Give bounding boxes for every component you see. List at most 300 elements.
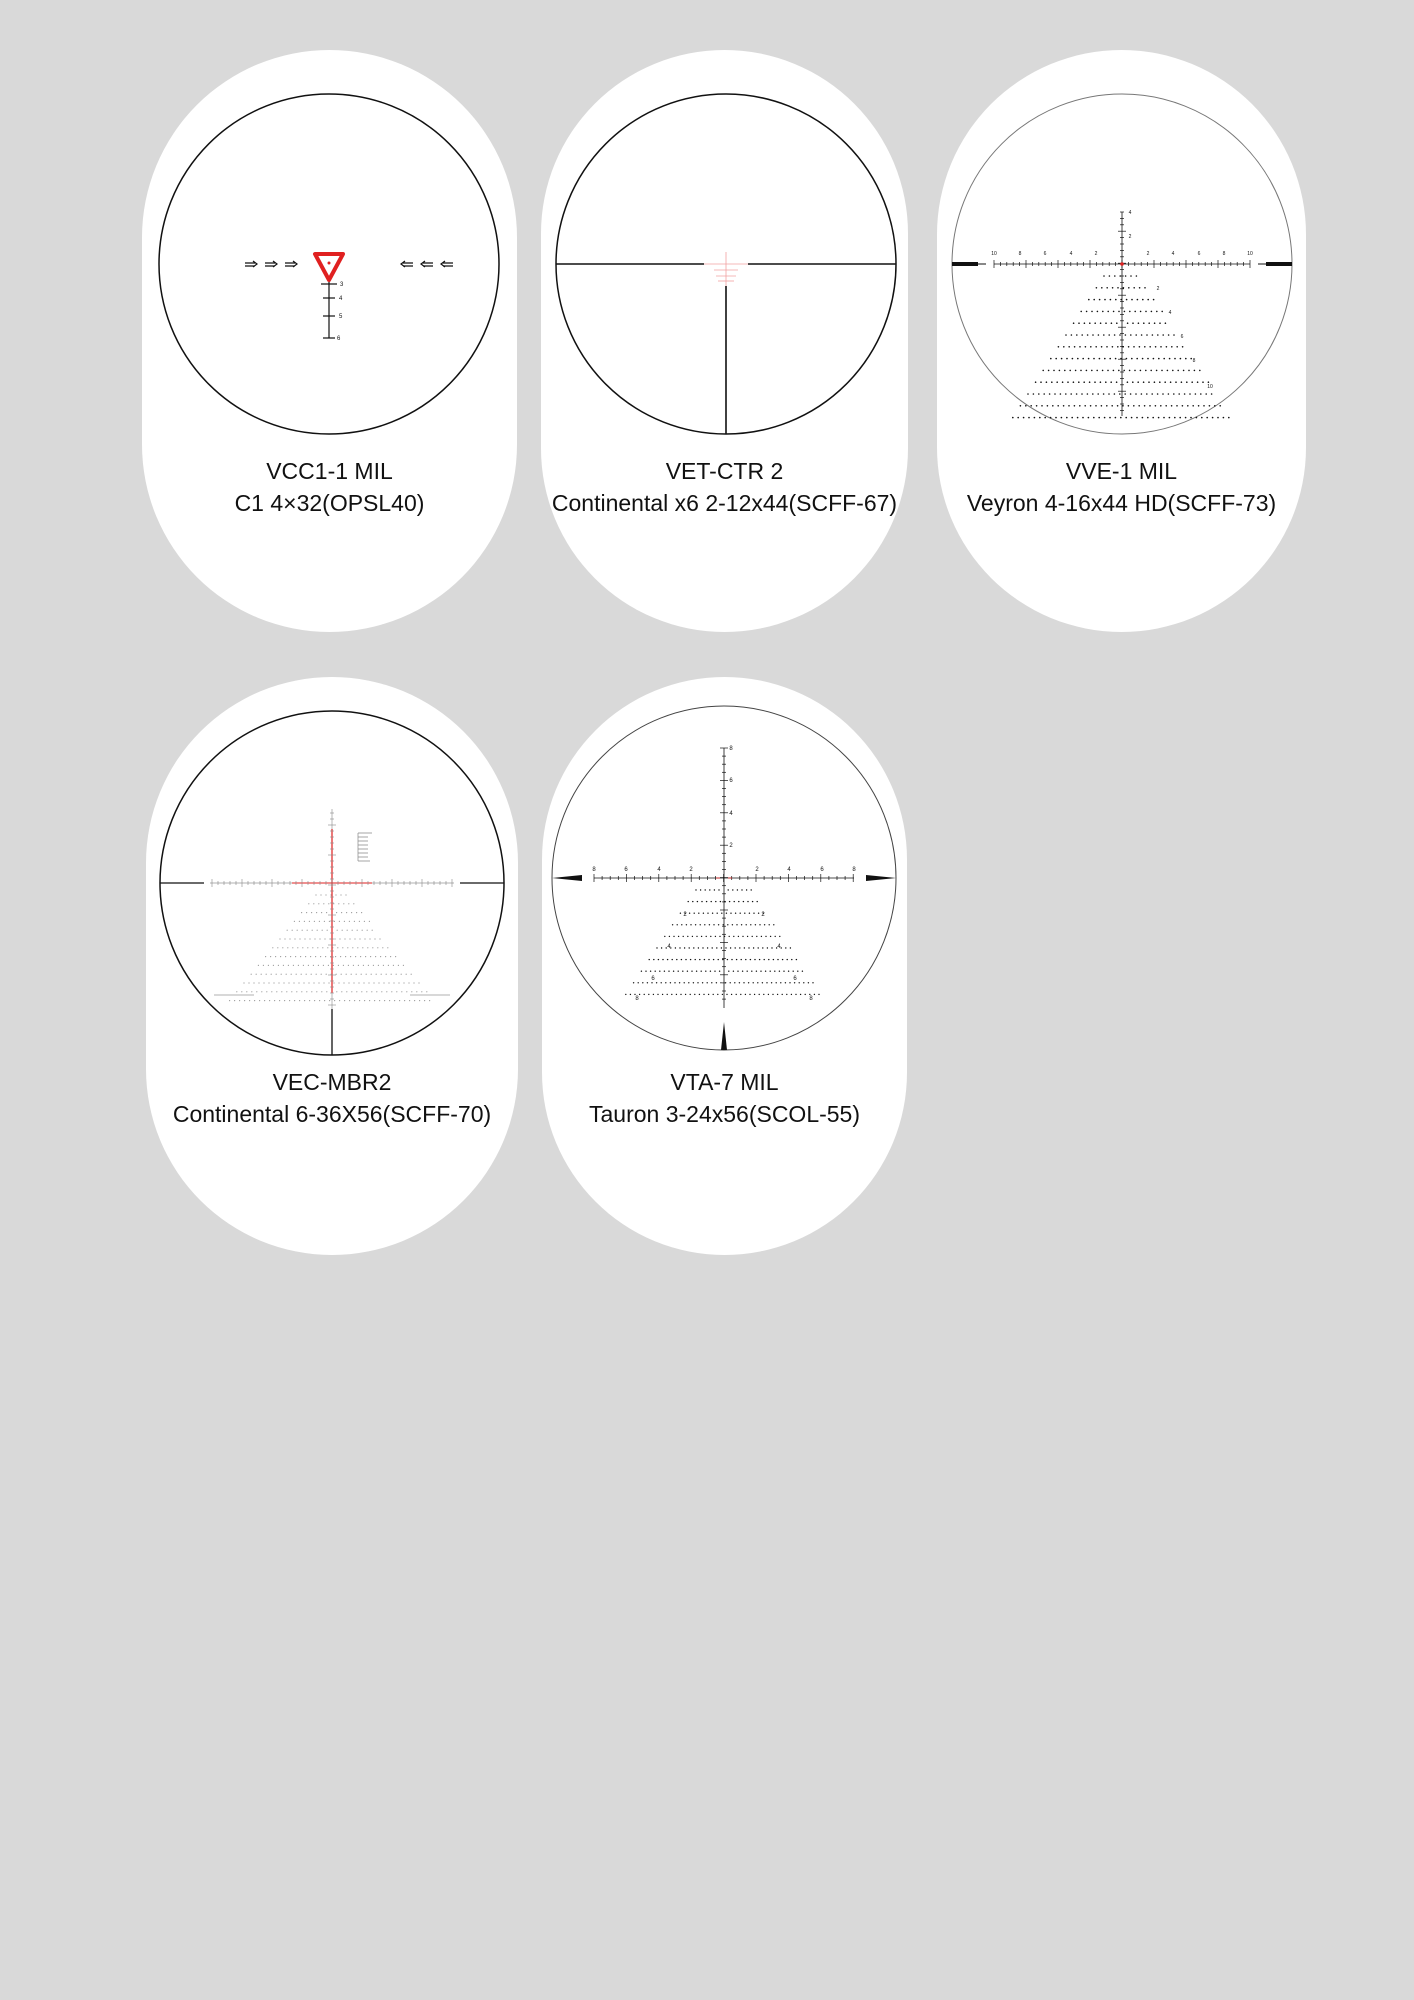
reticle-dot [736,994,737,995]
reticle-dot [347,947,348,948]
reticle-dot [1202,381,1204,383]
reticle-dot [678,936,679,937]
reticle-dot [1140,370,1142,372]
reticle-dot [662,994,663,995]
reticle-dot [306,991,307,992]
reticle-dot [704,959,705,960]
reticle-dot [1176,346,1178,348]
reticle-dot [374,938,375,939]
reticle-dot [361,991,362,992]
reticle-dot [315,956,316,957]
reticle-dot [1116,322,1118,324]
reticle-dot [364,1000,365,1001]
reticle-dot [1172,370,1174,372]
reticle-dot [672,959,673,960]
reticle-dot [673,936,674,937]
reticle-dot [730,947,731,948]
reticle-dot [330,956,331,957]
reticle-dot [327,930,328,931]
reticle-dot [687,936,688,937]
reticle-dot [1126,299,1128,301]
reticle-dot [749,913,750,914]
reticle-dot [312,930,313,931]
reticle-dot [387,947,388,948]
reticle-dot [1171,405,1173,407]
reticle-dot [333,982,334,983]
reticle-dot [693,947,694,948]
reticle-dot [1139,346,1141,348]
reticle-dot [357,947,358,948]
reticle-dot [1155,346,1157,348]
reticle-dot [371,991,372,992]
reticle-dot [301,991,302,992]
reticle-dot [289,1000,290,1001]
reticle-dot [271,991,272,992]
vcc1-label: 5 [339,314,343,320]
reticle-dot [328,903,329,904]
reticle-dot [1085,346,1087,348]
reticle-dot [308,982,309,983]
reticle-dot [771,947,772,948]
reticle-dot [1157,393,1159,395]
reticle-dot [1128,346,1130,348]
reticle-dot [356,974,357,975]
reticle-dot [732,889,733,890]
reticle-dot [326,974,327,975]
vta-label: 6 [820,867,824,873]
reticle-dot [782,959,783,960]
reticle-dot [1203,405,1205,407]
reticle-dot [269,1000,270,1001]
reticle-dot [338,982,339,983]
reticle-card-vve1[interactable] [937,50,1306,632]
reticle-dot [337,947,338,948]
reticle-dot [633,982,634,983]
reticle-dot [403,965,404,966]
reticle-dot [1054,393,1056,395]
reticle-caption [146,1066,518,1130]
reticle-dot [1209,405,1211,407]
reticle-dot [416,991,417,992]
reticle-dot [779,971,780,972]
reticle-dot [1198,405,1200,407]
vve-label: 10 [1207,384,1213,390]
reticle-dot [695,889,696,890]
reticle-dot [705,889,706,890]
reticle-dot [1123,370,1125,372]
reticle-dot [634,994,635,995]
reticle-dot [757,982,758,983]
reticle-dot [790,947,791,948]
reticle-dot [288,982,289,983]
reticle-dot [274,1000,275,1001]
reticle-dot [1059,370,1061,372]
reticle-dot [1055,417,1057,419]
reticle-dot [293,982,294,983]
vta-label: 4 [667,944,671,950]
reticle-dot [358,965,359,966]
reticle-dot [376,974,377,975]
reticle-dot [727,924,728,925]
reticle-dot [349,921,350,922]
reticle-dot [707,913,708,914]
reticle-dot [1092,393,1094,395]
reticle-dot [360,956,361,957]
reticle-dot [325,894,326,895]
reticle-dot [251,974,252,975]
reticle-dot [1104,358,1106,360]
reticle-dot [1162,393,1164,395]
reticle-dot [261,991,262,992]
reticle-dot [366,974,367,975]
reticle-dot [1228,417,1230,419]
vta-label: 8 [592,867,596,873]
reticle-dot [724,936,725,937]
reticle-dot [1217,417,1219,419]
reticle-dot [746,924,747,925]
reticle-dot [689,913,690,914]
reticle-dot [770,971,771,972]
reticle-dot [1117,346,1119,348]
reticle-dot [1171,346,1173,348]
reticle-dot [1149,405,1151,407]
reticle-dot [676,959,677,960]
reticle-dot [1159,381,1161,383]
reticle-dot [714,889,715,890]
reticle-dot [728,971,729,972]
reticle-dot [733,971,734,972]
reticle-name: VET-CTR 2 [665,458,784,484]
reticle-dot [334,1000,335,1001]
vta-label: 8 [729,746,733,752]
reticle-dot [303,982,304,983]
reticle-dot [349,938,350,939]
reticle-dot [716,982,717,983]
reticle-dot [1093,358,1095,360]
reticle-dot [1160,346,1162,348]
reticle-dot [661,947,662,948]
reticle-dot [357,930,358,931]
reticle-dot [744,913,745,914]
reticle-dot [675,947,676,948]
reticle-dot [808,982,809,983]
reticle-card-vcc1[interactable] [142,50,517,632]
reticle-dot [1108,393,1110,395]
reticle-dot [1098,417,1100,419]
reticle-dot [1154,381,1156,383]
scope-model: Continental x6 2-12x44(SCFF-67) [551,490,898,516]
reticle-dot [1080,311,1082,313]
reticle-dot [351,974,352,975]
reticle-dot [1116,381,1118,383]
reticle-dot [271,974,272,975]
reticle-dot [1052,405,1054,407]
reticle-dot [1119,275,1121,277]
reticle-dot [268,982,269,983]
reticle-dot [299,1000,300,1001]
reticle-dot [1050,358,1052,360]
reticle-dot [352,930,353,931]
reticle-dot [716,947,717,948]
reticle-dot [383,965,384,966]
reticle-dot [745,994,746,995]
reticle-dot [697,901,698,902]
reticle-dot [381,991,382,992]
reticle-dot [718,959,719,960]
reticle-dot [336,991,337,992]
reticle-dot [713,924,714,925]
reticle-dot [1150,370,1152,372]
reticle-dot [318,903,319,904]
reticle-dot [1103,334,1105,336]
reticle-dot [1162,334,1164,336]
reticle-dot [299,921,300,922]
reticle-dot [700,889,701,890]
reticle-dot [1181,381,1183,383]
reticle-dot [664,971,665,972]
reticle-dot [1115,417,1117,419]
reticle-dot [411,974,412,975]
reticle-dot [372,930,373,931]
reticle-dot [687,971,688,972]
reticle-dot [641,971,642,972]
reticle-dot [340,894,341,895]
reticle-dot [757,901,758,902]
reticle-dot [1043,393,1045,395]
reticle-dot [348,965,349,966]
reticle-dot [395,956,396,957]
reticle-dot [731,959,732,960]
reticle-dot [683,936,684,937]
reticle-dot [359,1000,360,1001]
reticle-dot [1169,358,1171,360]
reticle-dot [690,959,691,960]
vta-label: 8 [852,867,856,873]
reticle-dot [739,947,740,948]
reticle-dot [796,959,797,960]
reticle-dot [756,936,757,937]
reticle-dot [1205,393,1207,395]
reticle-dot [639,994,640,995]
reticle-dot [294,921,295,922]
reticle-dot [286,974,287,975]
vve-label: 10 [991,251,997,257]
reticle-dot [382,947,383,948]
reticle-dot [1123,287,1125,289]
reticle-dot [661,982,662,983]
reticle-dot [779,936,780,937]
reticle-dot [321,991,322,992]
reticle-dot [369,921,370,922]
reticle-dot [1098,334,1100,336]
reticle-dot [1112,346,1114,348]
reticle-dot [748,982,749,983]
reticle-dot [336,974,337,975]
reticle-dot [711,901,712,902]
reticle-dot [1068,346,1070,348]
reticle-dot [254,1000,255,1001]
reticle-dot [289,938,290,939]
reticle-dot [658,959,659,960]
reticle-dot [300,956,301,957]
reticle-dot [378,982,379,983]
reticle-dot [320,894,321,895]
reticle-dot [741,924,742,925]
reticle-dot [1109,275,1111,277]
reticle-dot [294,938,295,939]
reticle-dot [1188,370,1190,372]
reticle-dot [681,924,682,925]
reticle-dot [399,1000,400,1001]
reticle-dot [1180,358,1182,360]
reticle-dot [1136,358,1138,360]
reticle-dot [1081,393,1083,395]
reticle-card-vec-mbr2[interactable] [146,677,518,1255]
reticle-dot [780,982,781,983]
reticle-dot [756,971,757,972]
reticle-dot [1122,346,1124,348]
reticle-dot [273,982,274,983]
reticle-dot [1103,275,1105,277]
reticle-dot [310,956,311,957]
reticle-dot [383,982,384,983]
reticle-dot [1132,381,1134,383]
reticle-dot [1069,370,1071,372]
reticle-dot [1135,393,1137,395]
reticle-dot [1147,358,1149,360]
reticle-dot [277,947,278,948]
reticle-dot [1078,381,1080,383]
reticle-dot [1126,358,1128,360]
reticle-dot [1074,346,1076,348]
reticle-dot [655,971,656,972]
reticle-dot [403,982,404,983]
reticle-dot [1177,370,1179,372]
reticle-caption [541,455,908,519]
reticle-dot [1072,358,1074,360]
reticle-dot [743,901,744,902]
reticle-dot [1133,287,1135,289]
reticle-dot [1101,405,1103,407]
reticle-dot [1163,417,1165,419]
reticle-dot [368,982,369,983]
reticle-dot [1120,417,1122,419]
reticle-dot [766,982,767,983]
reticle-dot [1115,299,1117,301]
reticle-dot [261,974,262,975]
vve-label: 6 [1180,334,1184,340]
reticle-dot [308,903,309,904]
reticle-dot [1147,417,1149,419]
reticle-name: VEC-MBR2 [272,1069,392,1095]
reticle-dot [1184,393,1186,395]
reticle-dot [791,959,792,960]
reticle-dot [653,959,654,960]
reticle-dot [1091,370,1093,372]
reticle-dot [341,912,342,913]
reticle-dot [805,994,806,995]
reticle-card-vta7[interactable] [542,677,907,1255]
reticle-dot [726,994,727,995]
vta-label: 6 [651,976,655,982]
reticle-dot [329,921,330,922]
reticle-dot [722,994,723,995]
reticle-dot [1099,299,1101,301]
reticle-dot [1154,322,1156,324]
reticle-dot [1050,417,1052,419]
reticle-dot [343,965,344,966]
reticle-dot [1156,370,1158,372]
reticle-dot [656,982,657,983]
reticle-dot [748,947,749,948]
reticle-dot [1214,405,1216,407]
reticle-dot [1163,358,1165,360]
reticle-dot [777,959,778,960]
reticle-dot [718,924,719,925]
reticle-dot [1108,334,1110,336]
reticle-dot [1088,358,1090,360]
reticle-dot [1134,370,1136,372]
reticle-dot [753,947,754,948]
reticle-dot [246,991,247,992]
reticle-dot [1075,370,1077,372]
reticle-dot [701,971,702,972]
reticle-dot [1185,417,1187,419]
reticle-dot [788,971,789,972]
reticle-dot [751,889,752,890]
reticle-card-vet-ctr2[interactable] [541,50,908,632]
reticle-dot [747,971,748,972]
reticle-name: VTA-7 MIL [670,1069,779,1095]
vta-label: 8 [809,996,813,1002]
reticle-dot [342,947,343,948]
reticle-dot [414,1000,415,1001]
reticle-dot [322,947,323,948]
reticle-dot [297,947,298,948]
reticle-dot [429,1000,430,1001]
reticle-dot [678,971,679,972]
reticle-dot [377,947,378,948]
reticle-dot [685,959,686,960]
reticle-dot [282,947,283,948]
reticle-dot [710,971,711,972]
reticle-dot [1012,417,1014,419]
reticle-dot [333,965,334,966]
reticle-dot [364,938,365,939]
reticle-dot [296,974,297,975]
reticle-dot [1194,370,1196,372]
reticle-dot [1040,381,1042,383]
reticle-dot [373,982,374,983]
reticle-dot [1051,381,1053,383]
reticle-dot [642,982,643,983]
reticle-dot [782,994,783,995]
reticle-dot [694,913,695,914]
reticle-dot [699,959,700,960]
reticle-dot [256,974,257,975]
reticle-dot [1178,393,1180,395]
reticle-dot [651,982,652,983]
reticle-dot [298,965,299,966]
reticle-dot [424,1000,425,1001]
reticle-dot [314,921,315,922]
reticle-dot [1066,358,1068,360]
reticle-dot [1077,417,1079,419]
reticle-dot [731,994,732,995]
reticle-dot [268,965,269,966]
reticle-dot [1111,322,1113,324]
reticle-dot [725,982,726,983]
